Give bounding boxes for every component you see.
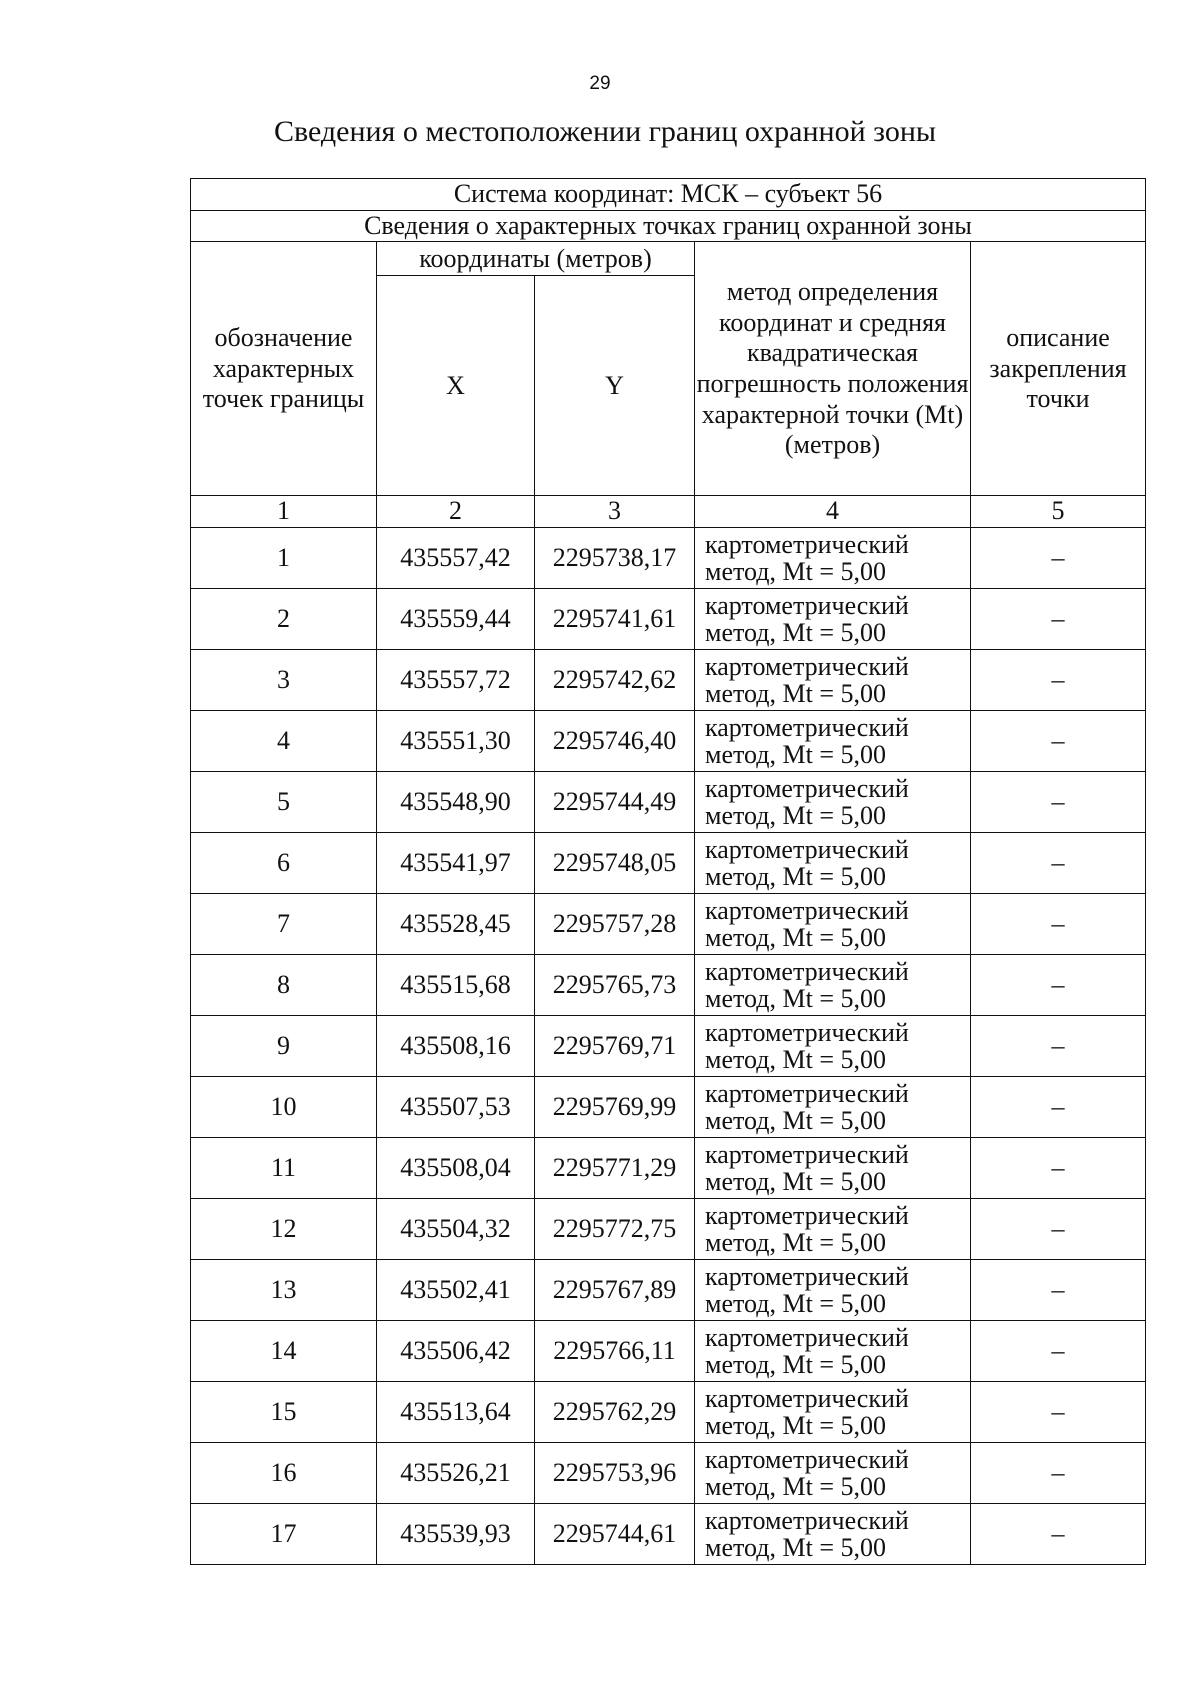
point-number-cell: 16 (191, 1443, 377, 1504)
point-number-cell: 17 (191, 1504, 377, 1565)
coordinate-system-cell: Система координат: МСК – субъект 56 (191, 179, 1146, 211)
method-line-2: метод, Mt = 5,00 (705, 1045, 886, 1075)
table-row (191, 1504, 1146, 1565)
method-cell (695, 589, 971, 650)
y-coordinate-cell: 2295767,89 (535, 1260, 695, 1321)
y-coordinate-cell: 2295762,29 (535, 1382, 695, 1443)
table-row (191, 589, 1146, 650)
y-coordinate-cell: 2295769,99 (535, 1077, 695, 1138)
description-cell: – (971, 1504, 1146, 1565)
description-cell: – (971, 650, 1146, 711)
table-row (191, 1443, 1146, 1504)
description-cell: – (971, 772, 1146, 833)
method-cell (695, 772, 971, 833)
y-coordinate-cell: 2295741,61 (535, 589, 695, 650)
method-cell (695, 1504, 971, 1565)
point-number-cell: 8 (191, 955, 377, 1016)
description-cell: – (971, 1077, 1146, 1138)
table-row (191, 1199, 1146, 1260)
column-number: 2 (377, 496, 535, 528)
column-number: 1 (191, 496, 377, 528)
description-cell: – (971, 589, 1146, 650)
table-row (191, 528, 1146, 589)
description-cell: – (971, 711, 1146, 772)
point-number-cell: 11 (191, 1138, 377, 1199)
method-line-1: картометрический (705, 1261, 909, 1291)
table-row (191, 650, 1146, 711)
point-number-cell: 4 (191, 711, 377, 772)
method-cell (695, 1138, 971, 1199)
x-coordinate-cell: 435548,90 (377, 772, 535, 833)
point-number-cell: 6 (191, 833, 377, 894)
x-coordinate-cell: 435539,93 (377, 1504, 535, 1565)
description-cell: – (971, 1321, 1146, 1382)
table-row (191, 1260, 1146, 1321)
y-coordinate-cell: 2295744,61 (535, 1504, 695, 1565)
x-coordinate-cell: 435508,04 (377, 1138, 535, 1199)
method-line-2: метод, Mt = 5,00 (705, 923, 886, 953)
table-row (191, 772, 1146, 833)
method-cell (695, 1321, 971, 1382)
description-cell: – (971, 955, 1146, 1016)
method-line-2: метод, Mt = 5,00 (705, 1411, 886, 1441)
description-cell: – (971, 894, 1146, 955)
method-line-1: картометрический (705, 1200, 909, 1230)
header-description: описание закрепления точки (971, 242, 1146, 496)
method-line-1: картометрический (705, 1017, 909, 1047)
table-row (191, 894, 1146, 955)
method-line-2: метод, Mt = 5,00 (705, 984, 886, 1014)
table-caption-cell: Сведения о характерных точках границ охранной зоны (191, 210, 1146, 242)
page-title: Сведения о местоположении границ охранной зоны (273, 115, 937, 148)
method-line-2: метод, Mt = 5,00 (705, 618, 886, 648)
y-coordinate-cell: 2295744,49 (535, 772, 695, 833)
column-number: 3 (535, 496, 695, 528)
point-number-cell: 12 (191, 1199, 377, 1260)
table-row (191, 1321, 1146, 1382)
table-row (191, 955, 1146, 1016)
y-coordinate-cell: 2295772,75 (535, 1199, 695, 1260)
method-line-2: метод, Mt = 5,00 (705, 1106, 886, 1136)
point-number-cell: 3 (191, 650, 377, 711)
header-row (191, 242, 1146, 276)
description-cell: – (971, 1260, 1146, 1321)
x-coordinate-cell: 435557,42 (377, 528, 535, 589)
method-line-2: метод, Mt = 5,00 (705, 1289, 886, 1319)
method-cell (695, 833, 971, 894)
method-cell (695, 1443, 971, 1504)
method-line-1: картометрический (705, 1322, 909, 1352)
method-line-1: картометрический (705, 590, 909, 620)
x-coordinate-cell: 435504,32 (377, 1199, 535, 1260)
table-caption-row (191, 210, 1146, 242)
method-cell (695, 1077, 971, 1138)
y-coordinate-cell: 2295771,29 (535, 1138, 695, 1199)
method-line-1: картометрический (705, 834, 909, 864)
column-number: 5 (971, 496, 1146, 528)
coordinate-system-row (191, 179, 1146, 211)
method-cell (695, 528, 971, 589)
x-coordinate-cell: 435551,30 (377, 711, 535, 772)
point-number-cell: 13 (191, 1260, 377, 1321)
point-number-cell: 1 (191, 528, 377, 589)
header-point-designation: обозначение характерных точек границы (191, 242, 377, 496)
method-line-2: метод, Mt = 5,00 (705, 679, 886, 709)
x-coordinate-cell: 435506,42 (377, 1321, 535, 1382)
point-number-cell: 9 (191, 1016, 377, 1077)
y-coordinate-cell: 2295742,62 (535, 650, 695, 711)
description-cell: – (971, 833, 1146, 894)
y-coordinate-cell: 2295765,73 (535, 955, 695, 1016)
description-cell: – (971, 1382, 1146, 1443)
method-line-1: картометрический (705, 1383, 909, 1413)
y-coordinate-cell: 2295757,28 (535, 894, 695, 955)
method-line-1: картометрический (705, 712, 909, 742)
table-row (191, 1016, 1146, 1077)
method-line-2: метод, Mt = 5,00 (705, 1228, 886, 1258)
method-line-1: картометрический (705, 1078, 909, 1108)
method-cell (695, 1016, 971, 1077)
method-line-2: метод, Mt = 5,00 (705, 862, 886, 892)
y-coordinate-cell: 2295746,40 (535, 711, 695, 772)
description-cell: – (971, 528, 1146, 589)
table-row (191, 833, 1146, 894)
method-line-1: картометрический (705, 773, 909, 803)
point-number-cell: 10 (191, 1077, 377, 1138)
method-line-1: картометрический (705, 1444, 909, 1474)
x-coordinate-cell: 435507,53 (377, 1077, 535, 1138)
header-y: Y (535, 276, 695, 496)
method-line-1: картометрический (705, 1505, 909, 1535)
method-cell (695, 711, 971, 772)
method-cell (695, 955, 971, 1016)
method-line-2: метод, Mt = 5,00 (705, 1533, 886, 1563)
table-row (191, 1077, 1146, 1138)
table-row (191, 1138, 1146, 1199)
point-number-cell: 15 (191, 1382, 377, 1443)
method-line-2: метод, Mt = 5,00 (705, 740, 886, 770)
method-line-1: картометрический (705, 651, 909, 681)
method-line-1: картометрический (705, 895, 909, 925)
method-line-1: картометрический (705, 529, 909, 559)
description-cell: – (971, 1016, 1146, 1077)
boundary-points-table (190, 178, 1146, 1565)
header-coordinates: координаты (метров) (377, 242, 695, 276)
method-cell (695, 1382, 971, 1443)
y-coordinate-cell: 2295753,96 (535, 1443, 695, 1504)
method-line-2: метод, Mt = 5,00 (705, 1167, 886, 1197)
column-number: 4 (695, 496, 971, 528)
method-cell (695, 894, 971, 955)
x-coordinate-cell: 435502,41 (377, 1260, 535, 1321)
method-cell (695, 650, 971, 711)
x-coordinate-cell: 435541,97 (377, 833, 535, 894)
table-row (191, 1382, 1146, 1443)
method-line-2: метод, Mt = 5,00 (705, 801, 886, 831)
table-row (191, 711, 1146, 772)
method-cell (695, 1260, 971, 1321)
method-cell (695, 1199, 971, 1260)
x-coordinate-cell: 435508,16 (377, 1016, 535, 1077)
method-line-1: картометрический (705, 956, 909, 986)
x-coordinate-cell: 435526,21 (377, 1443, 535, 1504)
point-number-cell: 5 (191, 772, 377, 833)
x-coordinate-cell: 435557,72 (377, 650, 535, 711)
description-cell: – (971, 1443, 1146, 1504)
y-coordinate-cell: 2295748,05 (535, 833, 695, 894)
description-cell: – (971, 1199, 1146, 1260)
y-coordinate-cell: 2295766,11 (535, 1321, 695, 1382)
method-line-1: картометрический (705, 1139, 909, 1169)
y-coordinate-cell: 2295769,71 (535, 1016, 695, 1077)
x-coordinate-cell: 435515,68 (377, 955, 535, 1016)
description-cell: – (971, 1138, 1146, 1199)
column-numbers-row (191, 496, 1146, 528)
method-line-2: метод, Mt = 5,00 (705, 1350, 886, 1380)
y-coordinate-cell: 2295738,17 (535, 528, 695, 589)
method-line-2: метод, Mt = 5,00 (705, 557, 886, 587)
method-line-2: метод, Mt = 5,00 (705, 1472, 886, 1502)
header-x: X (377, 276, 535, 496)
x-coordinate-cell: 435528,45 (377, 894, 535, 955)
page-number: 29 (589, 73, 611, 94)
x-coordinate-cell: 435513,64 (377, 1382, 535, 1443)
point-number-cell: 2 (191, 589, 377, 650)
x-coordinate-cell: 435559,44 (377, 589, 535, 650)
header-method: метод определения координат и средняя квадратическая погрешность положения характерной точки (Mt) (метров) (695, 242, 971, 496)
point-number-cell: 14 (191, 1321, 377, 1382)
point-number-cell: 7 (191, 894, 377, 955)
